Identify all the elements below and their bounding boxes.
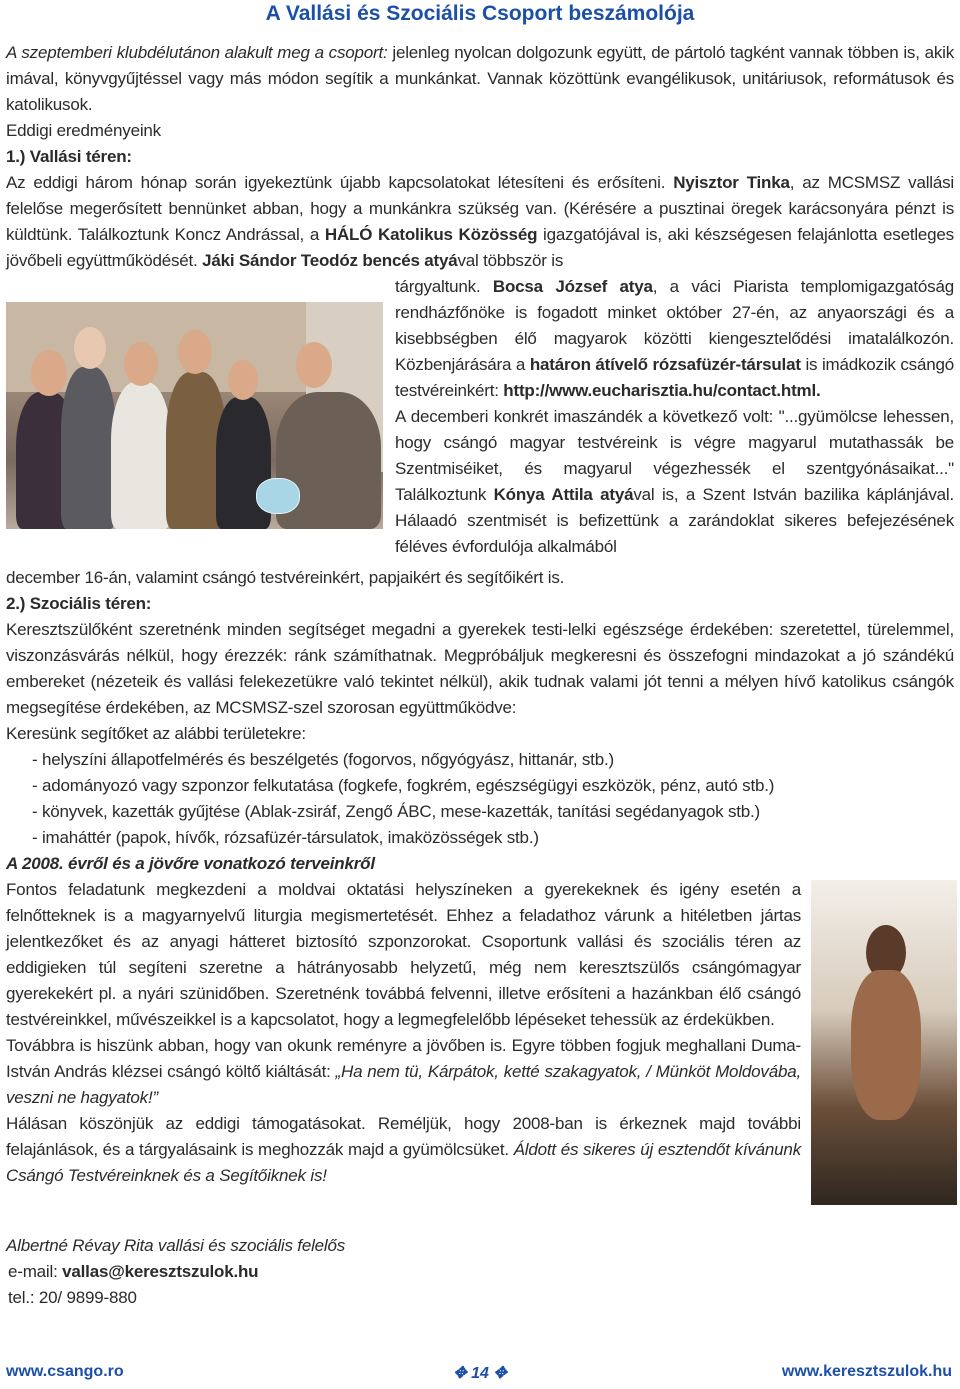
plans-heading: A 2008. évről és a jövőre vonatkozó terveinkről [6,854,375,873]
email-label: e-mail: [8,1262,63,1281]
section2-paragraph: Keresztszülőként szeretnénk minden segítséget megadni a gyerekek testi-lelki egészsége érdekében: szeretettel, türelemmel, viszonzásvárás nélkül, hogy érezzék: ránk számíthatnak. Megpróbáljuk megkeresni és összefogni mindazokat a jó szándékú embereket (nézeteik és vallási felekezetükre való tekintet nélkül), akik tudnak valami jót tenni a mélyen hívő katolikus csángók megsegítése érdekében, az MCSMSZ-szel szorosan együttműködve: [6,620,954,717]
s1-p8: A decemberi konkrét imaszándék a következő volt: "...gyümölcse lehessen, hogy csángó magyar testvéreink is végre magyarul mutathassák be Szentmiséiket, és magyarul végezhessék el szentgyónásaikat..." Találkoztunk [395,407,954,504]
intro-paragraph [6,40,954,118]
plans-p3: Hálásan köszönjük az eddigi támogatásokat. Reméljük, hogy 2008-ban is érkeznek majd további felajánlások, és a tárgyalásaink is meghozzák majd a gyümölcsüket. [6,1114,801,1159]
signature-phone: tel.: 20/ 9899-880 [8,1288,137,1307]
group-photo [6,302,383,529]
section1-paragraph [6,170,954,274]
s1-p4: val többször is [457,251,564,270]
intro-lead: A szeptemberi klubdélutánon alakult meg a csoport: [6,43,388,62]
s1-hataron: határon átívelő rózsafüzér-társulat [529,355,801,374]
s1-p6: , a váci Piarista templomigazgatóság rendházfőnöke is fogadott minket október 27-én, az anyaországi és a kisebbségben élő magyarok közötti kiengesztelődési imatalálkozón. Közbenjárására a [395,277,954,374]
section2-list [32,747,954,851]
signature-email [8,1259,258,1285]
s1-p1: Az eddigi három hónap során igyekeztünk újabb kapcsolatokat létesíteni és erősíteni. [6,173,666,192]
s1-bocsa: Bocsa József atya [492,277,653,296]
s1-name-tinka: Nyisztor Tinka [673,173,790,192]
results-heading: Eddigi eredményeink [6,121,161,140]
s1-p7: is imádkozik csángó testvéreinkért: [395,355,954,400]
list-item: - adományozó vagy szponzor felkutatása (fogkefe, fogkrém, egészségügyi eszközök, pénz, autó stb.) [32,776,775,795]
s1-jaki: Jáki Sándor Teodóz bencés atyá [202,251,458,270]
intro-text: jelenleg nyolcan dolgozunk együtt, de pártoló tagként vannak többen is, akik imával, könyvgyűjtéssel vagy más módon segítik a munkánkat. Vannak közöttünk evangélikusok, unitáriusok, reformátusok és katolikusok. [6,43,954,114]
page-title: A Vallási és Szociális Csoport beszámolója [265,2,695,25]
footer-page-number [440,1363,520,1383]
s1-p9: val is, a Szent István bazilika káplánjával. Hálaadó szentmisét is befizettünk a zarándoklat sikeres befejezésének féléves évfordulója alkalmából [395,485,954,556]
plans-wish: Áldott és sikeres új esztendőt kívánunk Csángó Testvéreinknek és a Segítőiknek is! [6,1140,801,1185]
plans-paragraph [6,877,801,1189]
email-link[interactable]: vallas@keresztszulok.hu [62,1262,259,1281]
s1-p5: tárgyaltunk. [395,277,493,296]
section2-heading: 2.) Szociális téren: [6,594,152,613]
s1-url[interactable]: http://www.eucharisztia.hu/contact.html. [503,381,821,400]
section1-heading: 1.) Vallási téren: [6,147,132,166]
page-number: 14 [471,1365,489,1382]
list-item: - könyvek, kazetták gyűjtése (Ablak-zsiráf, Zengő ÁBC, mese-kazetták, tanítási segédanyagok stb.) [32,802,761,821]
footer-left-link[interactable]: www.csango.ro [6,1363,124,1380]
s1-p2: , az MCSMSZ vallási felelőse megerősített bennünket abban, hogy a munkánkra szükség van. (Kérésére a pusztinai öregek karácsonyára pénzt is küldtünk. Találkoztunk Koncz Andrással, a [6,173,954,244]
list-item: - imaháttér (papok, hívők, rózsafüzér-társulatok, imaközösségek stb.) [32,828,539,847]
s1-p3: igazgatójával is, aki készségesen felajánlotta esetleges jövőbeli együttműködését. [6,225,954,270]
section1-side-paragraph [395,274,954,560]
plans-p1: Fontos feladatunk megkezdeni a moldvai oktatási helyszíneken a gyerekeknek és igény esetén a felnőtteknek is a magyarnyelvű liturgia megismertetését. Ehhez a feladathoz várunk a hitéletben jártas jelentkezőket és az anyagi hátteret biztosító szponzorokat. Csoportunk vallási és szociális téren az eddigieken túl segíteni szeretne a hátrányosabb helyzetű, még nem keresztszülős csángómagyar gyerekekért pl. a nyári szünidőben. Szeretnénk továbbá felvenni, illetve erősíteni a hazánkban élő csángó testvéreinkkel, művészeikkel is a kapcsolatot, hogy a legmegfelelőbb lépéseket tehessük az érdekükben. [6,880,801,1029]
section1-closing: december 16-án, valamint csángó testvéreinkért, papjaikért és segítőikért is. [6,568,565,587]
list-item: - helyszíni állapotfelmérés és beszélgetés (fogorvos, nőgyógyász, hittanár, stb.) [32,750,614,769]
left-ornament-icon: ✥ [453,1365,467,1382]
christ-statue-photo [811,880,957,1205]
s1-konya: Kónya Attila atyá [493,485,634,504]
signature-name: Albertné Révay Rita vallási és szociális felelős [6,1236,346,1255]
plans-quote: „Ha nem tü, Kárpátok, ketté szakagyatok, / Münköt Moldovába, veszni ne hagyatok!” [6,1062,801,1107]
plans-p2: Továbbra is hiszünk abban, hogy van okunk reményre a jövőben is. Egyre többen fogjuk meghallani Duma-István András klézsei csángó költő kiáltását: [6,1036,801,1081]
section2-areas-label: Keresünk segítőket az alábbi területekre: [6,724,306,743]
footer-right-link[interactable]: www.keresztszulok.hu [781,1363,952,1380]
right-ornament-icon: ✥ [493,1365,507,1382]
s1-halo: HÁLÓ Katolikus Közösség [324,225,538,244]
